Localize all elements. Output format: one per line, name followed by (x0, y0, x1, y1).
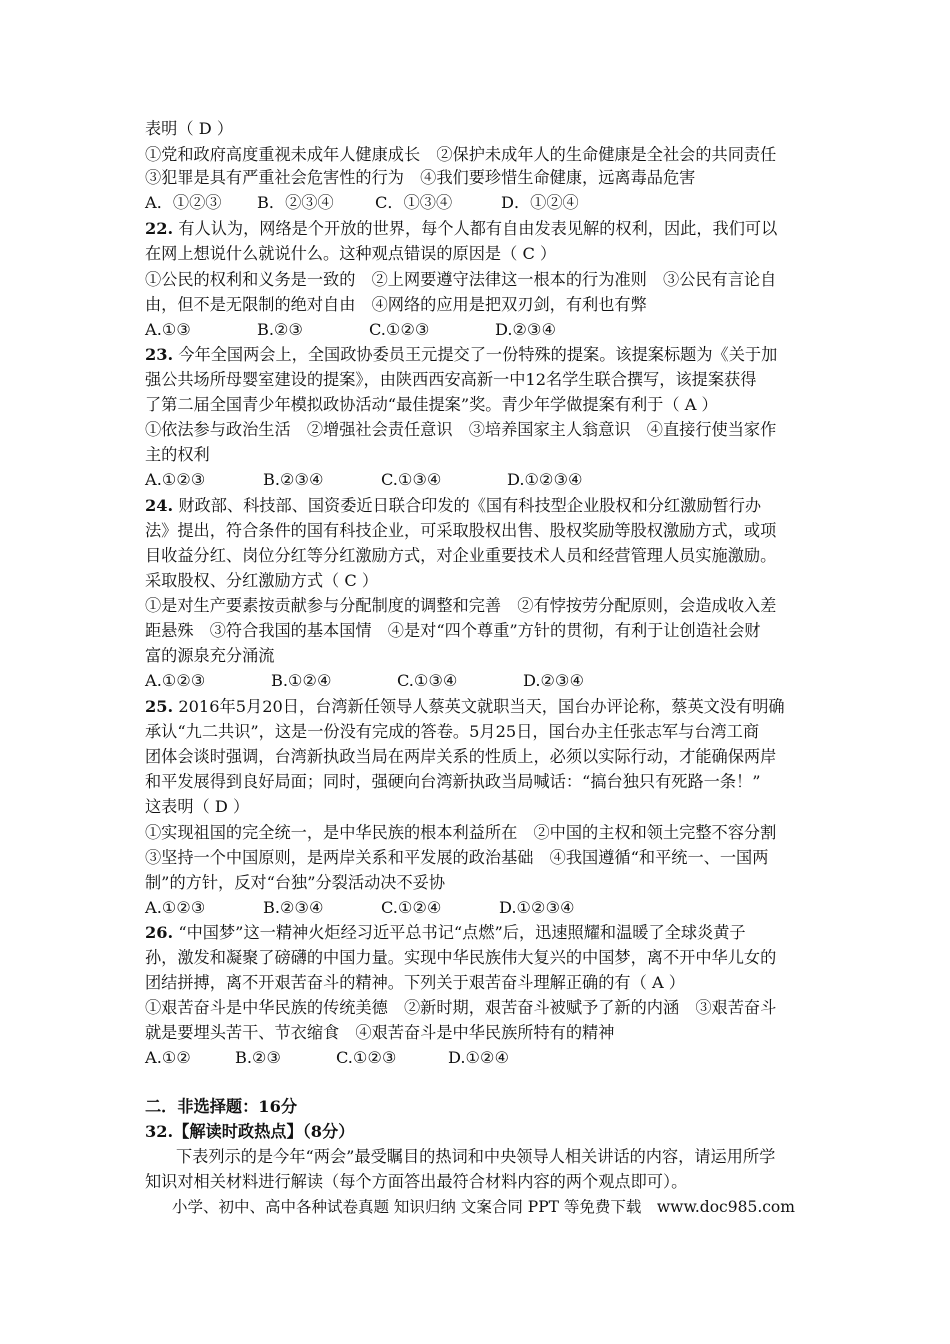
question-number: 23. (145, 345, 174, 364)
option-a: A．①②③ (145, 193, 222, 212)
q24-line3: 目收益分红、岗位分红等分红激励方式，对企业重要技术人员和经营管理人员实施激励。 (145, 546, 777, 565)
q24-line5: ①是对生产要素按贡献参与分配制度的调整和完善 ②有悖按劳分配原则，会造成收入差 (145, 596, 777, 615)
q25-line7: ③坚持一个中国原则，是两岸关系和平发展的政治基础 ④我国遵循“和平统一、一国两 (145, 848, 769, 867)
option-c: C.①②④ (381, 898, 442, 917)
section-heading: 二．非选择题：16分 (145, 1097, 298, 1116)
q24-text: 财政部、科技部、国资委近日联合印发的《国有科技型企业股权和分红激励暂行办 (178, 496, 762, 515)
option-c: C．①③④ (375, 193, 453, 212)
option-c: C.①③④ (397, 671, 458, 690)
q24-line7: 富的源泉充分涌流 (145, 646, 275, 665)
option-c: C.①③④ (381, 470, 442, 489)
q21-line1: ①党和政府高度重视未成年人健康成长 ②保护未成年人的生命健康是全社会的共同责任 (145, 145, 777, 164)
q23-line2: 强公共场所母婴室建设的提案》，由陕西西安高新一中12名学生联合撰写，该提案获得 (145, 370, 757, 389)
q24-line1 (145, 495, 761, 517)
option-a: A.①③ (145, 320, 191, 339)
option-b: B.①②④ (271, 671, 332, 690)
option-d: D.②③④ (523, 671, 585, 690)
q26-line2: 孙，激发和凝聚了磅礴的中国力量。实现中华民族伟大复兴的中国梦，离不开中华儿女的 (145, 948, 777, 967)
q32-title: 32.【解读时政热点】（8分） (145, 1122, 355, 1141)
q32-line1: 下表列示的是今年“两会”最受瞩目的热词和中央领导人相关讲话的内容，请运用所学 (176, 1147, 776, 1166)
question-number: 24. (145, 496, 174, 515)
option-a: A.①②③ (145, 671, 206, 690)
q26-line5: 就是要埋头苦干、节衣缩食 ④艰苦奋斗是中华民族所特有的精神 (145, 1023, 615, 1042)
q24-line2: 法》提出，符合条件的国有科技企业，可采取股权出售、股权奖励等股权激励方式，或项 (145, 521, 777, 540)
q24-line6: 距悬殊 ③符合我国的基本国情 ④是对“四个尊重”方针的贯彻，有利于让创造社会财 (145, 621, 761, 640)
q23-line4: ①依法参与政治生活 ②增强社会责任意识 ③培养国家主人翁意识 ④直接行使当家作 (145, 420, 777, 439)
q32-line2: 知识对相关材料进行解读（每个方面答出最符合材料内容的两个观点即可）。 (145, 1172, 688, 1191)
q25-line4: 和平发展得到良好局面；同时，强硬向台湾新执政当局喊话：“搞台独只有死路一条！” (145, 772, 761, 791)
q22-line4: 由，但不是无限制的绝对自由 ④网络的应用是把双刃剑，有利也有弊 (145, 295, 647, 314)
option-b: B.②③④ (263, 898, 324, 917)
q24-line4: 采取股权、分红激励方式（ C ） (145, 571, 379, 590)
page-footer: 小学、初中、高中各种试卷真题 知识归纳 文案合同 PPT 等免费下载 www.doc985.com (172, 1198, 795, 1216)
option-d: D.①②③④ (507, 470, 583, 489)
q26-line4: ①艰苦奋斗是中华民族的传统美德 ②新时期，艰苦奋斗被赋予了新的内涵 ③艰苦奋斗 (145, 998, 777, 1017)
q22-line3: ①公民的权利和义务是一致的 ②上网要遵守法律这一根本的行为准则 ③公民有言论自 (145, 270, 777, 289)
option-b: B.②③④ (263, 470, 324, 489)
q26-line1 (145, 922, 746, 944)
q26-line3: 团结拼搏，离不开艰苦奋斗的精神。下列关于艰苦奋斗理解正确的有（ A ） (145, 973, 685, 992)
q23-line1 (145, 344, 777, 366)
q26-text: “中国梦”这一精神火炬经习近平总书记“点燃”后，迅速照耀和温暖了全球炎黄子 (178, 923, 746, 942)
q22-options (145, 319, 556, 341)
option-c: C.①②③ (336, 1048, 397, 1067)
q25-line5: 这表明（ D ） (145, 797, 250, 816)
q25-line2: 承认“九二共识”，这是一份没有完成的答卷。5月25日，国台办主任张志军与台湾工商 (145, 722, 760, 741)
option-a: A.①②③ (145, 898, 206, 917)
option-b: B.②③ (257, 320, 304, 339)
option-b: B.②③ (235, 1048, 282, 1067)
q25-options (145, 897, 575, 919)
option-d: D．①②④ (501, 193, 579, 212)
q25-text: 2016年5月20日，台湾新任领导人蔡英文就职当天，国台办评论称，蔡英文没有明确 (178, 697, 785, 716)
q23-line3: 了第二届全国青少年模拟政协活动“最佳提案”奖。青少年学做提案有利于（ A ） (145, 395, 718, 414)
q26-options (145, 1047, 509, 1069)
q25-line6: ①实现祖国的完全统一，是中华民族的根本利益所在 ②中国的主权和领土完整不容分割 (145, 823, 777, 842)
q25-line3: 团体会谈时强调，台湾新执政当局在两岸关系的性质上，必须以实际行动，才能确保两岸 (145, 747, 777, 766)
question-number: 22. (145, 219, 174, 238)
q23-options (145, 469, 583, 491)
q22-line2: 在网上想说什么就说什么。这种观点错误的原因是（ C ） (145, 244, 557, 263)
option-d: D.①②④ (448, 1048, 510, 1067)
q21-options (145, 192, 579, 214)
option-a: A.①②③ (145, 470, 206, 489)
q24-options (145, 670, 584, 692)
option-c: C.①②③ (369, 320, 430, 339)
option-d: D.②③④ (495, 320, 557, 339)
q23-text: 今年全国两会上，全国政协委员王元提交了一份特殊的提案。该提案标题为《关于加 (178, 345, 778, 364)
option-d: D.①②③④ (499, 898, 575, 917)
option-a: A.①② (145, 1048, 191, 1067)
q25-line8: 制”的方针，反对“台独”分裂活动决不妥协 (145, 873, 446, 892)
option-b: B．②③④ (257, 193, 334, 212)
q22-line1 (145, 218, 777, 240)
q21-line2: ③犯罪是具有严重社会危害性的行为 ④我们要珍惜生命健康，远离毒品危害 (145, 168, 696, 187)
q22-text: 有人认为，网络是个开放的世界，每个人都有自由发表见解的权利，因此，我们可以 (178, 219, 778, 238)
question-number: 25. (145, 697, 174, 716)
q21-stem-end: 表明（ D ） (145, 119, 234, 138)
q25-line1 (145, 696, 785, 718)
q23-line5: 主的权利 (145, 445, 210, 464)
question-number: 26. (145, 923, 174, 942)
